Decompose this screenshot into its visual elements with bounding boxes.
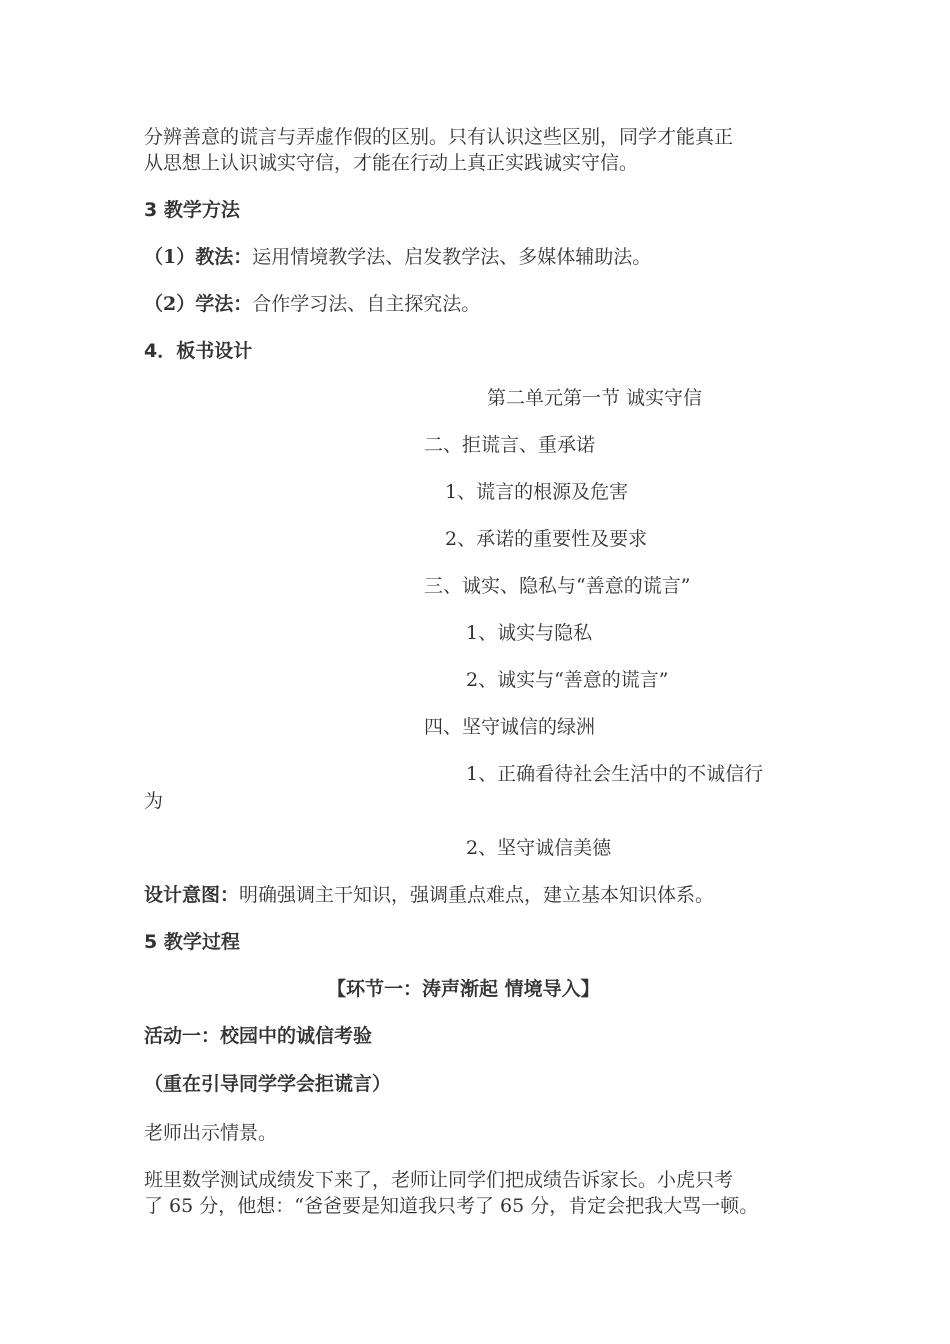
paragraph-2-line-2: 了 65 分，他想：“爸爸要是知道我只考了 65 分，肯定会把我大骂一顿。 [144, 1195, 759, 1217]
board-title: 第二单元第一节 诚实守信 [487, 387, 703, 409]
section5-heading: 5 教学过程 [144, 931, 240, 953]
intro-line-2: 从思想上认识诚实守信，才能在行动上真正实践诚实守信。 [144, 152, 639, 174]
stage-1-title: 【环节一：涛声渐起 情境导入】 [327, 978, 600, 1000]
design-intent-line [144, 882, 714, 908]
learning-method-label: （2）学法： [144, 293, 253, 315]
learning-method-line [144, 291, 480, 317]
paragraph-2-line-1: 班里数学测试成绩发下来了，老师让同学们把成绩告诉家长。小虎只考 [144, 1169, 734, 1191]
board-point-4-1: 1、正确看待社会生活中的不诚信行 [466, 763, 764, 785]
teaching-method-text: 运用情境教学法、启发教学法、多媒体辅助法。 [252, 246, 652, 268]
activity-1-title: 活动一：校园中的诚信考验 [144, 1025, 373, 1047]
teaching-method-label: （1）教法： [144, 246, 253, 268]
design-intent-label: 设计意图： [144, 884, 240, 906]
board-point-2: 二、拒谎言、重承诺 [424, 434, 596, 456]
section4-heading: 4．板书设计 [144, 340, 253, 362]
learning-method-text: 合作学习法、自主探究法。 [252, 293, 481, 315]
board-point-3: 三、诚实、隐私与“善意的谎言” [424, 575, 691, 597]
board-point-3-1: 1、诚实与隐私 [466, 622, 593, 644]
intro-line-1: 分辨善意的谎言与弄虚作假的区别。只有认识这些区别，同学才能真正 [144, 126, 734, 148]
board-point-4-1-wrap: 为 [144, 790, 164, 812]
board-point-4: 四、坚守诚信的绿洲 [424, 716, 596, 738]
design-intent-text: 明确强调主干知识，强调重点难点，建立基本知识体系。 [239, 884, 715, 906]
board-point-3-2: 2、诚实与“善意的谎言” [466, 669, 669, 691]
paragraph-1: 老师出示情景。 [144, 1122, 278, 1144]
board-point-2-1: 1、谎言的根源及危害 [445, 481, 629, 503]
activity-1-note: （重在引导同学学会拒谎言） [144, 1073, 392, 1095]
board-point-4-2: 2、坚守诚信美德 [466, 837, 612, 859]
section3-heading: 3 教学方法 [144, 199, 240, 221]
board-point-2-2: 2、承诺的重要性及要求 [445, 528, 648, 550]
teaching-method-line [144, 244, 651, 270]
